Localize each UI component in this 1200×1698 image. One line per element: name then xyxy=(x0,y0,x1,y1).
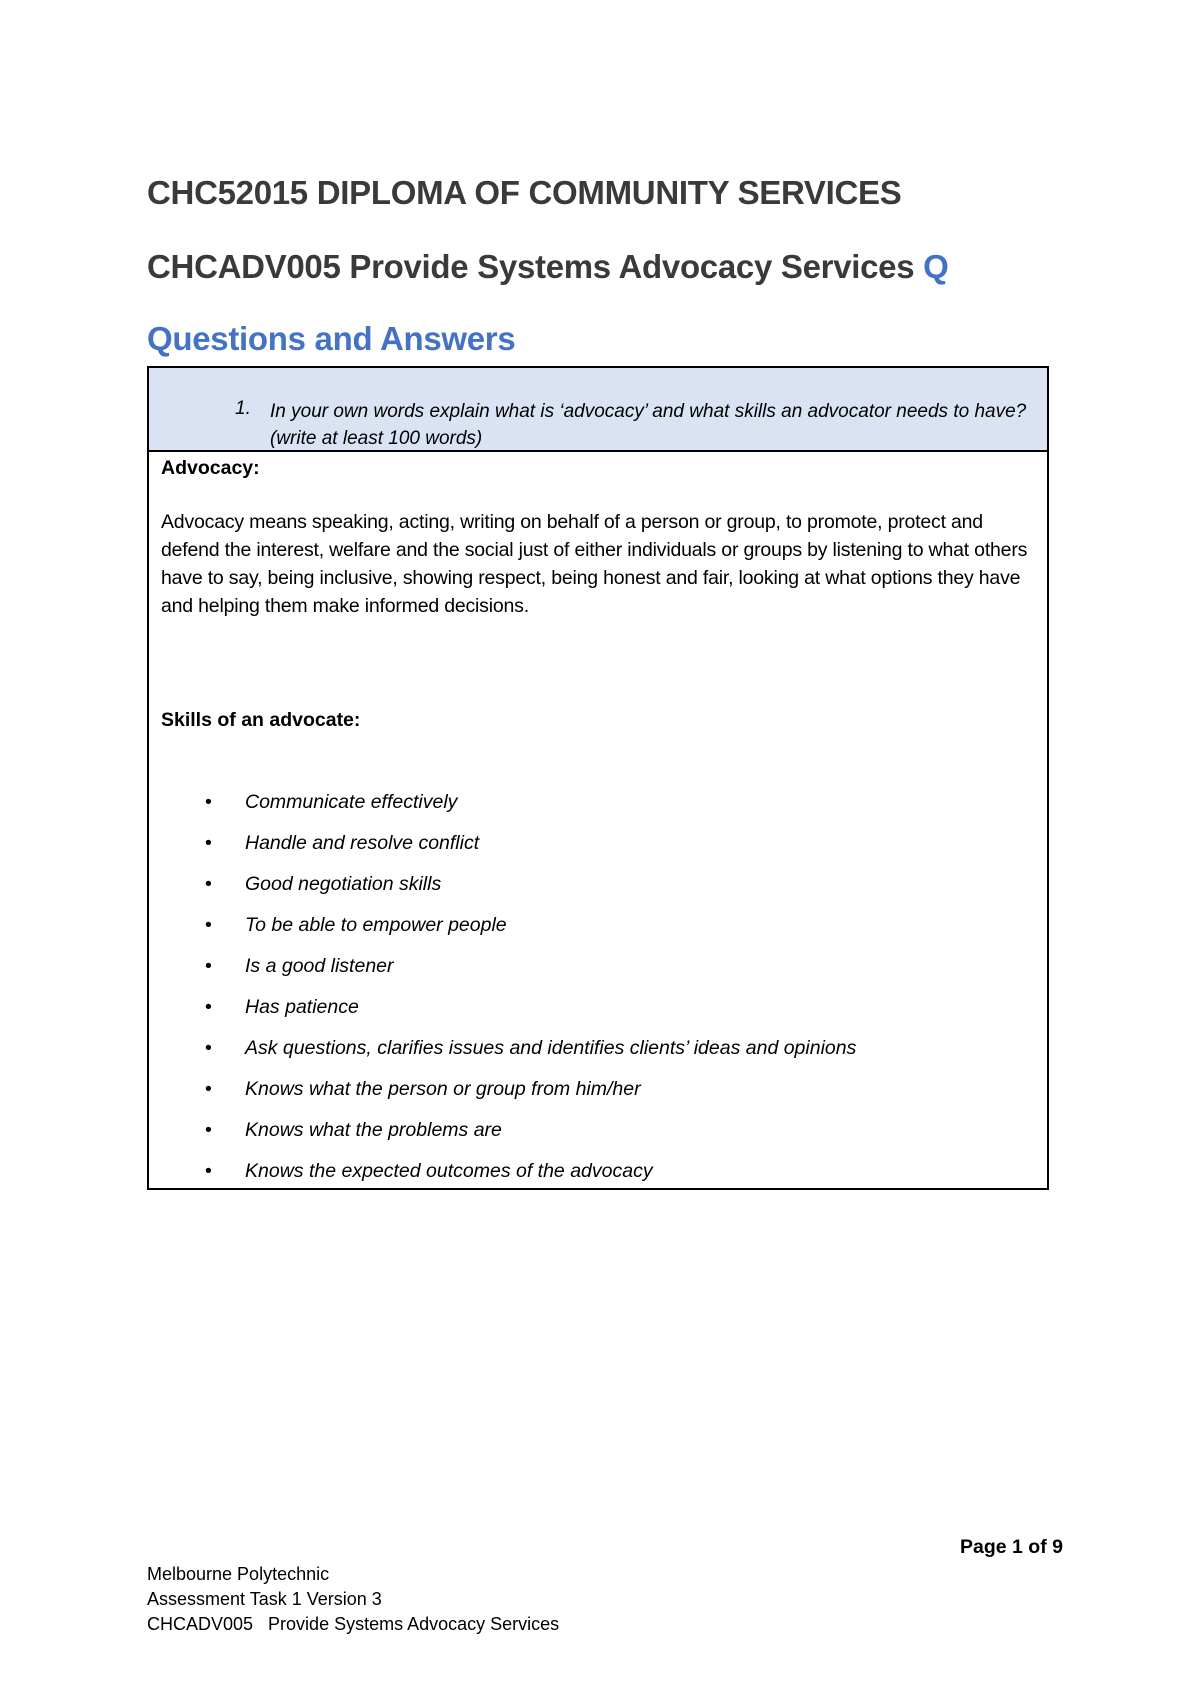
footer-assessment: Assessment Task 1 Version 3 xyxy=(147,1589,382,1609)
bullet-icon: • xyxy=(205,791,212,813)
page-indicator: Page 1 of 9 xyxy=(960,1536,1063,1558)
skill-text: Is a good listener xyxy=(245,955,394,977)
bullet-icon: • xyxy=(205,1160,212,1182)
advocacy-label: Advocacy: xyxy=(161,457,260,479)
bullet-icon: • xyxy=(205,873,212,895)
question-text: In your own words explain what is ‘advocacy’ and what skills an advocator needs to have? (write at least 100 words) xyxy=(270,401,1027,449)
question-row xyxy=(149,368,1047,452)
section-heading: Questions and Answers xyxy=(147,320,516,357)
skill-text: Knows what the person or group from him/her xyxy=(245,1078,641,1100)
skill-text: Knows the expected outcomes of the advocacy xyxy=(245,1160,653,1182)
skill-text: Has patience xyxy=(245,996,359,1018)
skill-text: Handle and resolve conflict xyxy=(245,832,480,854)
bullet-icon: • xyxy=(205,914,212,936)
skill-text: Good negotiation skills xyxy=(245,873,442,895)
bullet-icon: • xyxy=(205,996,212,1018)
advocacy-paragraph: Advocacy means speaking, acting, writing on behalf of a person or group, to promote, protect and defend the interest, welfare and the social just of either individuals or groups by listening to what others have to say, being inclusive, showing respect, being honest and fair, looking at what options they have and helping them make informed decisions. xyxy=(161,511,1028,617)
footer-unit: CHCADV005 Provide Systems Advocacy Services xyxy=(147,1614,560,1634)
bullet-icon: • xyxy=(205,832,212,854)
bullet-icon: • xyxy=(205,1119,212,1141)
footer-institution: Melbourne Polytechnic xyxy=(147,1564,330,1584)
bullet-icon: • xyxy=(205,955,212,977)
skill-text: Ask questions, clarifies issues and identifies clients’ ideas and opinions xyxy=(245,1037,857,1059)
skill-text: Communicate effectively xyxy=(245,791,458,813)
bullet-icon: • xyxy=(205,1037,212,1059)
skill-text: To be able to empower people xyxy=(245,914,507,936)
skill-text: Knows what the problems are xyxy=(245,1119,502,1141)
skills-label: Skills of an advocate: xyxy=(161,709,361,731)
question-number: 1. xyxy=(235,398,251,419)
bullet-icon: • xyxy=(205,1078,212,1100)
document-title: CHC52015 DIPLOMA OF COMMUNITY SERVICES xyxy=(147,174,902,211)
unit-title xyxy=(147,248,949,286)
question-answer-table xyxy=(147,366,1049,1190)
unit-title-suffix: Q xyxy=(923,248,949,285)
unit-title-text: CHCADV005 Provide Systems Advocacy Services xyxy=(147,248,915,285)
